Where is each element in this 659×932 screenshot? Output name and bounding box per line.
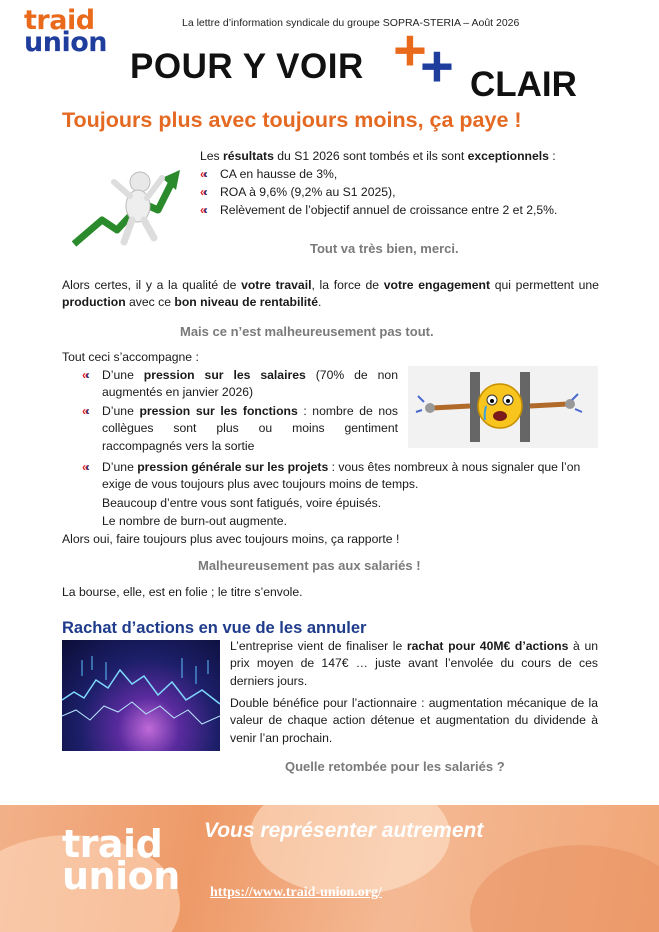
bourse-line: La bourse, elle, est en folie ; le titre s’envole. [62, 585, 303, 599]
work-text-1: Alors certes, il y a la qualité de [62, 278, 242, 292]
buyback-bold: rachat pour 40M€ d’actions [406, 639, 569, 653]
buyback-text-2: à un prix moyen de 147€ … juste avant l’envolée du cours de ces derniers jours. [230, 639, 598, 688]
pressure-functions-text: D’une pression sur les fonctions : nombre de nos collègues sont plus ou moins gentiment raccompagnés vers la sortie [102, 404, 399, 453]
pressure-salaries-text: D’une pression sur les salaires (70% de non augmentés en janvier 2026) [102, 368, 398, 400]
logo-line-2: union [24, 27, 107, 59]
work-bold-3: production [62, 295, 126, 310]
pressure-item-salaries [82, 367, 398, 402]
hands-background-shape [470, 845, 659, 932]
chevron-bullet-icon: «‹ [200, 167, 205, 181]
work-paragraph [62, 277, 599, 312]
footer-website-link[interactable]: https://www.traid-union.org/ [210, 885, 382, 900]
chevron-bullet-icon: «‹ [82, 460, 87, 474]
footer-logo-line-2: union [62, 854, 180, 899]
subtle-tout-va-bien: Tout va très bien, merci. [310, 241, 459, 256]
results-bullet-text: Relèvement de l’objectif annuel de croissance entre 2 et 2,5%. [220, 203, 558, 217]
pressure-item-functions [82, 403, 398, 455]
work-text-3: qui permettent une [490, 278, 599, 292]
blue-plus-icon: + [420, 34, 454, 99]
subtle-pas-tout: Mais ce n’est malheureusement pas tout. [180, 324, 434, 339]
section1-heading: Toujours plus avec toujours moins, ça paye ! [62, 108, 522, 132]
title-pour-y-voir: POUR Y VOIR [130, 47, 364, 86]
subtle-pas-aux-salaries: Malheureusement pas aux salariés ! [198, 558, 421, 573]
results-intro [200, 148, 600, 165]
chevron-bullet-icon: «‹ [82, 368, 87, 382]
footer-logo-line-1: traid [62, 822, 163, 866]
subtle-retombee: Quelle retombée pour les salariés ? [285, 759, 505, 774]
results-intro-text-3: : [548, 149, 556, 163]
footer-logo [62, 822, 180, 899]
lead-text: Tout ceci s’accompagne : [62, 350, 199, 364]
results-bullet-text: ROA à 9,6% (9,2% au S1 2025), [220, 185, 396, 199]
results-intro-bold-1: résultats [223, 149, 274, 163]
buyback-text-1: L’entreprise vient de finaliser le [230, 639, 407, 653]
results-bullet-text: CA en hausse de 3%, [220, 167, 338, 181]
work-bold-4: bon niveau de rentabilité [174, 295, 318, 310]
section2-heading: Rachat d’actions en vue de les annuler [62, 619, 367, 637]
orange-plus-icon: + [393, 18, 427, 83]
stressed-smiley-image [408, 366, 598, 448]
growth-arrow-figure-image [62, 148, 187, 256]
work-text-5: . [318, 295, 322, 310]
chevron-bullet-icon: «‹ [82, 404, 87, 418]
results-intro-text-2: du S1 2026 sont tombés et ils sont [273, 149, 468, 163]
results-bullet-1 [200, 166, 337, 183]
work-text-4: avec ce [125, 295, 175, 310]
buyback-paragraph-2: Double bénéfice pour l’actionnaire : augmentation mécanique de la valeur de chaque action détenue et augmentation du dividende à venir l’an prochain. [230, 696, 598, 745]
work-bold-1: votre travail [241, 278, 312, 292]
logo-line-1: traid [24, 5, 95, 36]
traid-union-logo [24, 5, 107, 59]
results-intro-text-1: Les [200, 149, 224, 163]
pressure-item-projects [82, 459, 599, 494]
burnout-line: Le nombre de burn-out augmente. [102, 514, 287, 528]
title-clair: CLAIR [470, 65, 577, 104]
buyback-paragraph-1 [230, 638, 598, 690]
pressure-projects-text: D’une pression générale sur les projets : vous êtes nombreux à nous signaler que l’on exige de vous toujours plus avec toujours moins de temps. [102, 460, 581, 492]
stock-chart-image [62, 640, 220, 751]
footer-banner [0, 805, 659, 932]
fatigue-line: Beaucoup d’entre vous sont fatigués, voire épuisés. [102, 496, 382, 510]
chevron-bullet-icon: «‹ [200, 185, 205, 199]
work-text-2: , la force de [311, 278, 384, 292]
work-bold-2: votre engagement [383, 278, 491, 292]
results-bullet-3 [200, 202, 557, 219]
results-bullet-2 [200, 184, 395, 201]
conclusion-line: Alors oui, faire toujours plus avec toujours moins, ça rapporte ! [62, 532, 400, 546]
footer-slogan: Vous représenter autrement [204, 819, 484, 842]
chevron-bullet-icon: «‹ [200, 203, 205, 217]
newsletter-tagline: La lettre d’information syndicale du groupe SOPRA-STERIA – Août 2026 [182, 17, 520, 29]
results-intro-bold-2: exceptionnels [467, 149, 549, 163]
